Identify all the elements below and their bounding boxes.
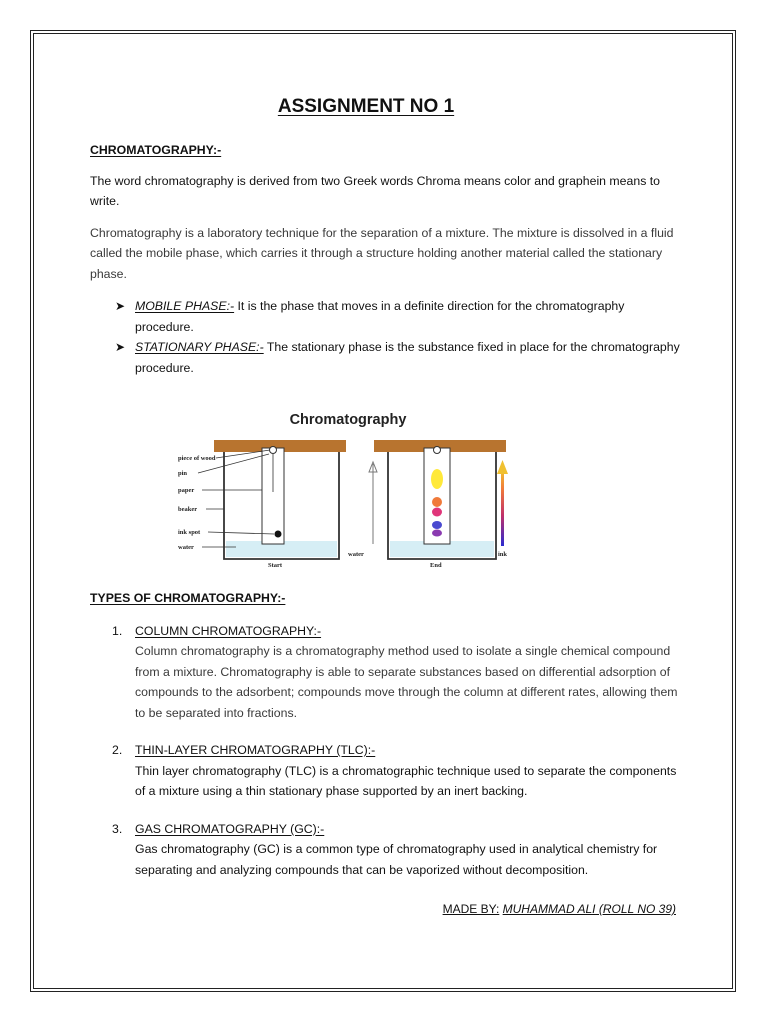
label-end: End [430,562,442,569]
type-text-tlc: Thin layer chromatography (TLC) is a chromatographic technique used to separate the components of a mixture using a thin stationary phase supported by an inert backing. [135,763,677,798]
signature-line [0,902,676,916]
pin-icon-right [434,447,441,454]
definition-stationary-phase: The stationary phase is the substance fixed in place for the chromatography procedure. [135,340,680,375]
paragraph-etymology: The word chromatography is derived from two Greek words Chroma means color and graphein means to write. [90,173,661,208]
spot-yellow [431,469,443,489]
label-water-arrow: water [348,551,364,558]
figure-title: Chromatography [289,412,407,428]
pin-icon-left [270,447,277,454]
label-paper: paper [178,487,195,494]
label-ink-spot: ink spot [178,529,201,536]
spot-pink [432,508,442,517]
spot-purple [432,530,442,537]
label-start: Start [268,562,283,569]
arrow-bullet-icon: ➤ [115,299,126,313]
phase-bullet-list [90,296,680,378]
type-item-column [90,621,680,724]
bullet-stationary-phase [90,337,680,378]
page-title: ASSIGNMENT NO 1 [277,96,455,117]
list-number: 3. [112,821,123,836]
label-ink-arrow: ink [498,551,508,558]
type-item-tlc [90,740,680,802]
document-body [90,140,680,378]
type-text-column: Column chromatography is a chromatography method used to isolate a single chemical compound from a mixture. Chromatography is able to separate substances based on differential adsorption of compounds to the adsorbent; compounds move through the column at different rates, allowing them to be separated into fractions. [135,644,678,720]
term-mobile-phase: MOBILE PHASE:- [135,299,235,313]
label-piece-of-wood: piece of wood [178,455,216,462]
signature-label: MADE BY: [442,902,500,916]
label-pin: pin [178,470,188,477]
ink-arrowhead [497,460,508,474]
types-section [90,588,680,880]
type-item-gc [90,819,680,881]
ink-spot [275,531,282,538]
type-title-tlc: THIN-LAYER CHROMATOGRAPHY (TLC):- [135,743,376,757]
ink-arrow [501,470,504,546]
section-heading-types: TYPES OF CHROMATOGRAPHY:- [90,591,286,605]
type-title-column: COLUMN CHROMATOGRAPHY:- [135,623,322,638]
label-water: water [178,544,194,551]
arrow-bullet-icon: ➤ [115,340,126,354]
chromatography-figure [172,404,532,572]
type-title-gc: GAS CHROMATOGRAPHY (GC):- [135,821,325,836]
label-beaker: beaker [178,506,198,513]
term-stationary-phase: STATIONARY PHASE:- [135,340,264,354]
list-number: 2. [112,743,123,757]
list-number: 1. [112,623,123,638]
definition-mobile-phase: It is the phase that moves in a definite direction for the chromatography procedure. [135,299,625,334]
spot-blue [432,521,442,529]
spot-orange [432,497,442,507]
bullet-mobile-phase [90,296,680,337]
types-list [90,621,680,881]
section-heading-chromatography: CHROMATOGRAPHY:- [90,143,222,157]
type-text-gc: Gas chromatography (GC) is a common type of chromatography used in analytical chemistry for separating and analyzing compounds that can be vaporized without decomposition. [135,842,658,877]
author-name: MUHAMMAD ALI (ROLL NO 39) [502,902,676,916]
paragraph-definition: Chromatography is a laboratory technique for the separation of a mixture. The mixture is dissolved in a fluid called the mobile phase, which carries it through a structure holding another material called the stationary phase. [90,225,674,281]
